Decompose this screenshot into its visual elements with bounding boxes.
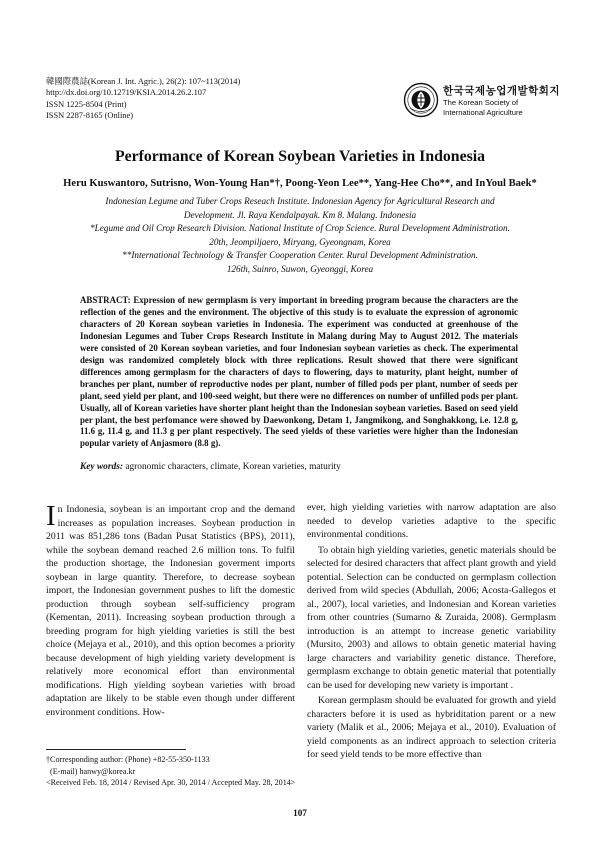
body-column-left	[46, 500, 295, 719]
paragraph: ever, high yielding varieties with narrow adaptation are also needed to develop varieties adaptive to the specific environmental conditions.	[307, 502, 556, 541]
author-list: Heru Kuswantoro, Sutrisno, Won-Young Han*†, Poong-Yeon Lee**, Yang-Hee Cho**, and InYoul Baek*	[63, 178, 537, 189]
affiliation-line: **International Technology & Transfer Cooperation Center. Rural Development Administration.	[122, 250, 478, 261]
article-title: Performance of Korean Soybean Varieties in Indonesia	[114, 148, 486, 165]
paragraph	[46, 500, 295, 719]
society-header	[403, 82, 563, 122]
keywords-heading: Key words:	[80, 462, 123, 472]
affiliations	[60, 195, 540, 277]
affiliation-line: 20th, Jeompiljaero, Miryang, Gyeongnam, Korea	[209, 236, 391, 247]
keywords	[80, 462, 520, 472]
author-email: (E-mail) hanwy@korea.kr	[50, 766, 136, 776]
abstract	[80, 295, 518, 450]
footnotes	[46, 754, 306, 789]
doi-link[interactable]: http://dx.doi.org/10.12719/KSIA.2014.26.2.107	[46, 88, 207, 98]
footnote-divider	[46, 749, 186, 750]
body-column-right	[307, 501, 556, 762]
paragraph-text: n Indonesia, soybean is an important crop and the demand increases as population increases. Soybean production in 2011 was 851,286 tons (Badan Pusat Statistics (BPS), 2011), while the soybean demand reached 2.6 million tons. To fulfil the production shortage, the Indonesian goverment imports soybean in large quantity. Therefore, to decrease soybean import, the Indonesian government pushes to lift the domestic production through soybean self-sufficiency program (Kementan, 2011). Increasing soybean production through a breeding program for high yielding varieties is still the best choice (Mejaya et al., 2010), and this option becomes a priority because development of high yielding variety development is relatively more economical effort than environmental modifications. High yielding soybean varieties with broad adaptation are likely to be stable even though under different environment conditions. How-	[46, 504, 295, 718]
corresponding-author: †Corresponding author: (Phone) +82-55-350-1133	[46, 755, 210, 764]
paragraph: To obtain high yielding varieties, genetic materials should be selected for desired characters that affect plant growth and yield potential. Selection can be conducted on germplasm collection derived from wild species (Abdullah, 2006; Acosta-Gallegos et al., 2007), local varieties, and Indonesian and Korean varieties from other countries (Sumarno & Zuraida, 2008). Germplasm introduction is an attempt to increase genetic variability (Mursito, 2003) and allows to obtain genetic material having large characters and variability genetic distance. Therefore, germplasm exchange to obtain genetic material that potentially can be used for developing new variety is important .	[307, 544, 556, 691]
affiliation-line: 126th, Suinro, Suwon, Gyeonggi, Korea	[226, 263, 374, 274]
manuscript-dates: <Received Feb. 18, 2014 / Revised Apr. 30, 2014 / Accepted May. 28, 2014>	[46, 778, 296, 788]
society-name-english: The Korean Society of International Agriculture	[443, 98, 523, 117]
journal-citation: 韓國際農誌(Korean J. Int. Agric.), 26(2): 107~113(2014)	[46, 77, 241, 86]
page-number: 107	[293, 808, 307, 818]
paragraph: Korean germplasm should be evaluated for growth and yield characters before it is used as hybriditation parent or a new variety (Malik et al., 2006; Mejaya et al., 2010). Evaluation of yield components as an indirect approach to selection criteria for seed yield tends to be more effective than	[307, 695, 556, 761]
abstract-text: Expression of new germplasm is very important in breeding program because the characters are the reflection of the genes and the environment. The objective of this study is to evaluate the expression of agronomic characters of 20 Korean soybean varieties in Indonesia. The experiment was conducted at greenhouse of the Indonesian Legumes and Tuber Crops Research Institute in Malang during May to August 2012. The materials were consisted of 20 Korean soybean varieties, and four Indonesian soybean varieties as check. The experimental design was randomized completely block with three replications. Result showed that there were significant differences among germplasm for the characters of days to flowering, days to maturity, plant height, number of branches per plant, number of reproductive nodes per plant, number of filled pods per plant, number of seeds per plant, seed yield per plant, and 100-seed weight, but there were no differences on number of unfilled pods per plant. Usually, all of Korean varieties have shorter plant height than the Indonesian soybean varieties. Based on seed yield per plant, the best perfomance were showed by Daewonkong, Detam 1, Jangmikong, and Songhakkong, i.e. 12.8 g, 11.6 g, 11.4 g, and 11.3 g per plant respectively. The seed yields of these varieties were higher than the Indonesian popular variety of Anjasmoro (8.8 g).	[80, 295, 519, 449]
affiliation-line: Indonesian Legume and Tuber Crops Reseach Institute. Indonesian Agency for Agricultural Research and	[105, 196, 495, 206]
issn-online: ISSN 2287-8165 (Online)	[46, 111, 134, 121]
affiliation-line: *Legume and Oil Crop Research Division. National Institute of Crop Science. Rural Development Administration.	[90, 223, 510, 234]
issn-print: ISSN 1225-8504 (Print)	[46, 99, 127, 109]
society-logo-icon	[403, 82, 439, 118]
keywords-list: agronomic characters, climate, Korean varieties, maturity	[125, 462, 341, 472]
society-name-korean: 한국국제농업개발학회지	[443, 85, 561, 97]
abstract-heading: ABSTRACT:	[80, 295, 131, 305]
affiliation-line: Development. Jl. Raya Kendalpayak. Km 8. Malang. Indonesia	[183, 209, 417, 220]
journal-meta	[46, 76, 240, 122]
drop-cap: I	[46, 500, 56, 532]
